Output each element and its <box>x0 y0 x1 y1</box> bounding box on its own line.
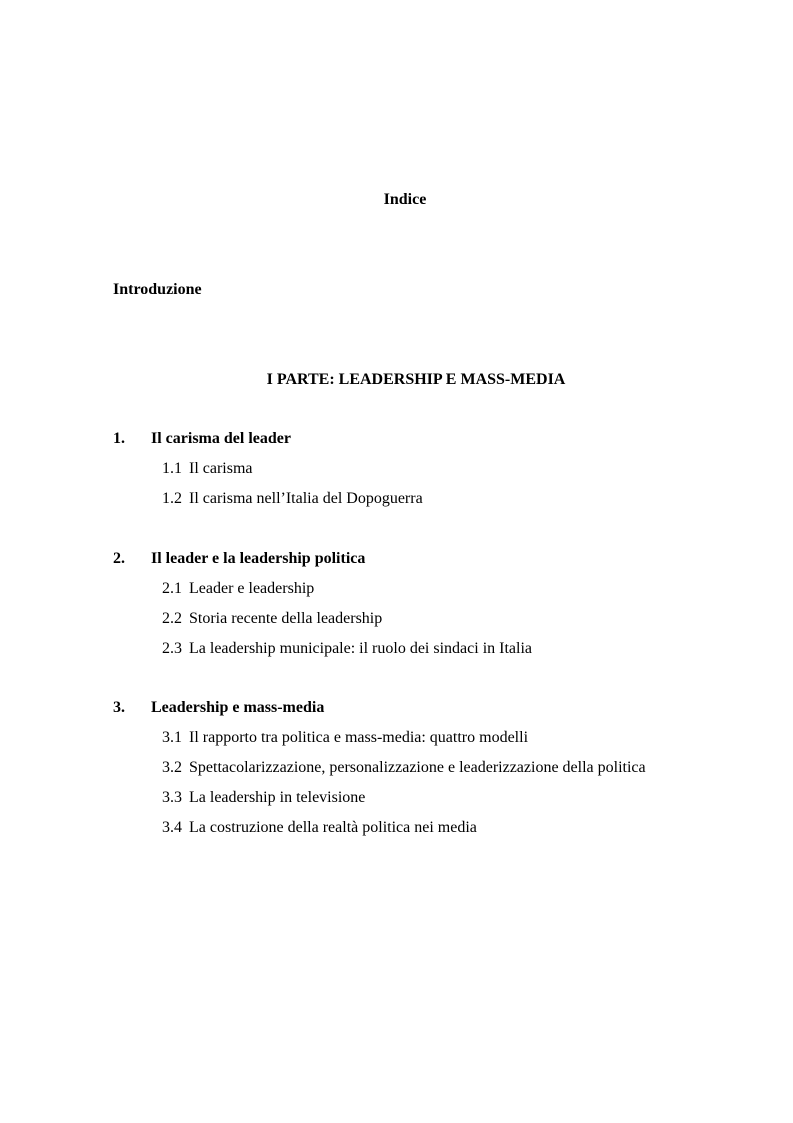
chapter-heading <box>113 428 423 450</box>
section-title: Spettacolarizzazione, personalizzazione e leaderizzazione della politica <box>189 759 646 776</box>
section-number: 2.1 <box>162 580 182 597</box>
chapter-title: Il carisma del leader <box>151 430 291 447</box>
section-title: Leader e leadership <box>189 580 315 597</box>
section-title: La leadership in televisione <box>189 789 366 806</box>
chapter-title: Leadership e mass-media <box>151 699 325 716</box>
section-title: La costruzione della realtà politica nei media <box>189 819 477 836</box>
chapter-heading <box>113 697 646 719</box>
page-title: Indice <box>383 191 427 208</box>
toc-entry <box>162 817 646 839</box>
section-title: Storia recente della leadership <box>189 610 383 627</box>
toc-entry <box>162 638 532 660</box>
toc-entry <box>162 757 646 779</box>
toc-entry <box>162 578 532 600</box>
chapter-2 <box>113 548 532 660</box>
chapter-3 <box>113 697 646 839</box>
chapter-number: 2. <box>113 550 125 567</box>
chapter-title: Il leader e la leadership politica <box>151 550 366 567</box>
toc-entry <box>162 787 646 809</box>
section-number: 3.3 <box>162 789 182 806</box>
section-title: Il carisma nell’Italia del Dopoguerra <box>189 490 423 507</box>
toc-entry <box>162 488 423 510</box>
chapter-1 <box>113 428 423 510</box>
section-number: 1.1 <box>162 460 182 477</box>
section-number: 1.2 <box>162 490 182 507</box>
toc-entry <box>162 608 532 630</box>
section-number: 2.3 <box>162 640 182 657</box>
part-heading: I PARTE: LEADERSHIP E MASS-MEDIA <box>266 371 566 388</box>
toc-entry <box>162 458 423 480</box>
section-number: 3.1 <box>162 729 182 746</box>
section-number: 3.2 <box>162 759 182 776</box>
section-number: 2.2 <box>162 610 182 627</box>
section-title: Il carisma <box>189 460 253 477</box>
section-title: Il rapporto tra politica e mass-media: quattro modelli <box>189 729 529 746</box>
section-number: 3.4 <box>162 819 182 836</box>
chapter-heading <box>113 548 532 570</box>
introduction-heading: Introduzione <box>113 281 202 298</box>
chapter-number: 1. <box>113 430 125 447</box>
toc-entry <box>162 727 646 749</box>
chapter-number: 3. <box>113 699 125 716</box>
section-title: La leadership municipale: il ruolo dei sindaci in Italia <box>189 640 532 657</box>
